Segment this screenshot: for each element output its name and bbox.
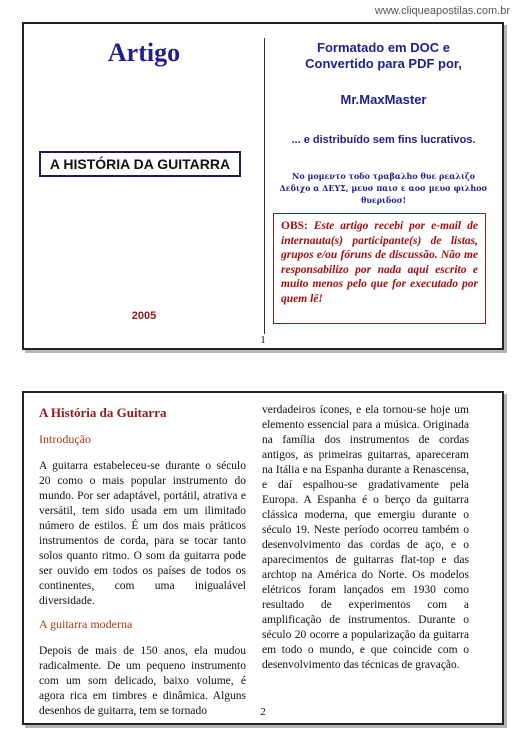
dedication-line-2: Δεδιχο α ΔΕΥΣ, μευσ παισ ε αοσ μευσ φιλhοσ θυεριδοσ! (279, 183, 488, 205)
slide-2 (22, 391, 504, 725)
page-number: 2 (260, 706, 266, 718)
dedication-line-1: Νο μομεντο τοδο τραβαλhο θυε ρεαλιζο (292, 171, 475, 181)
formatted-line-2: Convertido para PDF por, (305, 56, 462, 71)
disclaimer-box (273, 213, 486, 324)
modern-paragraph: Depois de mais de 150 anos, ela mudou radicalmente. De um pequeno instrumento com um som delicado, baixo volume, é agora rica em timbres e dinâmica. Alguns desenhos de guitarra, tem se tornado (39, 645, 246, 717)
disclaimer-label: OBS: (281, 220, 308, 232)
year-label: 2005 (131, 310, 157, 322)
slide-1 (22, 22, 504, 350)
modern-heading: A guitarra moderna (39, 617, 133, 631)
author-name: Mr.MaxMaster (340, 92, 427, 107)
distribution-note: ... e distribuído sem fins lucrativos. (291, 134, 476, 146)
site-url[interactable]: www.cliqueapostilas.com.br (374, 5, 510, 17)
formatted-info (265, 40, 502, 72)
dedication (265, 170, 502, 206)
article-title: Artigo (107, 38, 181, 67)
formatted-line-1: Formatado em DOC e (317, 40, 450, 55)
right-paragraph: verdadeiros ícones, e ela tornou-se hoje um elemento essencial para a música. Originada na família dos instrumentos de cordas antigos, as primeiras guitarras, apareceram na Itália e na Espanha durante a Renascensa, e daí espalhou-se gradativamente pela Europa. A Espanha é o berço da guitarra clássica moderna, que emergiu durante o século 19. Neste período ocorreu também o desenvolvimento das cordas de aço, e o aparecimentos de guitarras flat-top e das archtop na América do Norte. Os modelos elétricos foram lançados em 1930 como resultado de experimentos com a amplificação de instrumentos. Durante o século 20 ocorre a popularização da guitarra em todo o mundo, e que coincide com o desenvolvimento das técnicas de gravação. (262, 404, 469, 671)
intro-paragraph: A guitarra estabeleceu-se durante o século 20 como o mais popular instrumento do mundo. Por ser adaptável, portátil, atrativa e versátil, tem sido usada em um ilimitado número de estilos. É um dos mais práticos instrumentos de corda, para se tocar tanto solos quanto ritmo. O som da guitarra pode ser ouvido em todos os países de todos os continentes, com uma inigualável diversidade. (39, 460, 246, 607)
left-column (39, 403, 246, 727)
history-title-box: A HISTÓRIA DA GUITARRA (39, 151, 241, 177)
right-column (262, 403, 469, 681)
page-number: 1 (260, 334, 266, 346)
article-heading: A História da Guitarra (39, 405, 167, 420)
intro-heading: Introdução (39, 432, 91, 446)
disclaimer-text: Este artigo recebi por e-mail de internauta(s) participante(s) de listas, grupos e/ou fóruns de discussão. Não me responsabilizo por nada aqui escrito e muito menos pelo que for executado por quem lê! (281, 220, 478, 305)
